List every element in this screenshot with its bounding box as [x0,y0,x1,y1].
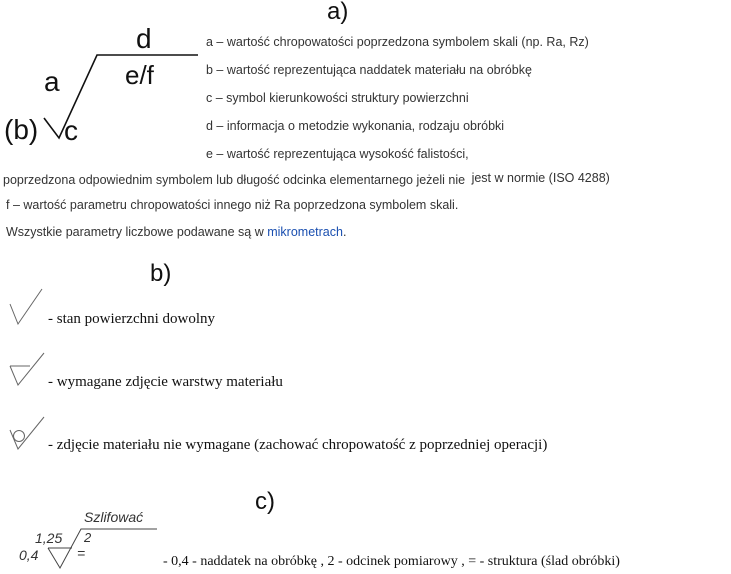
units-note-text: Wszystkie parametry liczbowe podawane są w [6,225,264,239]
symbol-label-d: d [136,23,152,54]
section-a-heading: a) [327,0,349,25]
definition-d: d – informacja o metodzie wykonania, rodzaju obróbki [206,119,505,133]
section-b-heading: b) [150,260,172,287]
units-note [6,225,346,239]
example-explanation: - 0,4 - naddatek na obróbkę , 2 - odcinek pomiarowy , = - struktura (ślad obróbki) [163,554,620,569]
definition-f: f – wartość parametru chropowatości innego niż Ra poprzedzona symbolem skali. [6,198,459,212]
symbol-label-a: a [44,66,60,97]
section-c-heading: c) [255,488,275,515]
symbol-label-c: c [64,115,78,146]
units-link[interactable]: mikrometrach [267,225,343,239]
example-sampling-length: 2 [84,530,92,545]
definition-e: e – wartość reprezentująca wysokość falistości, [206,147,469,161]
symbol-label-b: (b) [4,114,39,145]
material-removal-prohibited-symbol-icon [8,416,48,456]
example-lay-symbol: = [77,545,86,561]
example-allowance-value: 0,4 [19,547,39,563]
example-method-text: Szlifować [84,509,144,525]
example-roughness-value: 1,25 [35,530,63,546]
definition-e-continuation [3,173,610,187]
definition-c: c – symbol kierunkowości struktury powierzchni [206,91,469,105]
continuation-part-2: jest w normie (ISO 4288) [471,171,610,185]
legend-removal-required-text: - wymagane zdjęcie warstwy materiału [48,374,283,390]
symbol-label-e-f: e/f [125,60,154,90]
basic-surface-symbol-icon [8,288,48,328]
material-removal-required-symbol-icon [8,352,48,392]
definition-b: b – wartość reprezentująca naddatek materiału na obróbkę [206,63,532,77]
legend-basic-text: - stan powierzchni dowolny [48,311,216,327]
legend-removal-prohibited-text: - zdjęcie materiału nie wymagane (zachować chropowatość z poprzedniej operacji) [48,437,548,453]
continuation-part-1: poprzedzona odpowiednim symbolem lub długość odcinka elementarnego jeżeli nie [3,173,466,187]
units-note-suffix: . [342,225,347,239]
definition-a: a – wartość chropowatości poprzedzona symbolem skali (np. Ra, Rz) [206,35,589,49]
